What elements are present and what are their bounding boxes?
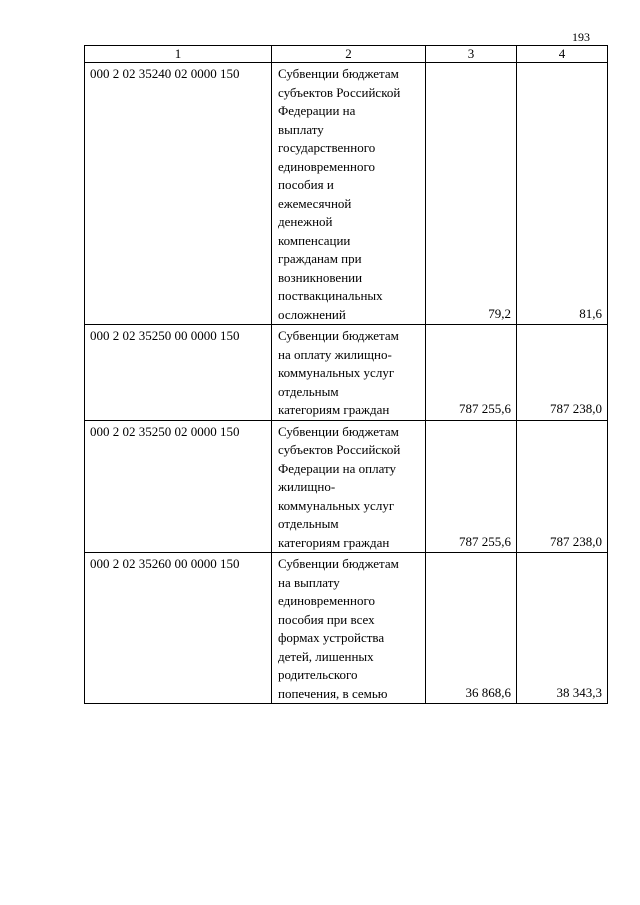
description-line: формах устройства — [278, 630, 385, 645]
budget-table — [84, 45, 608, 704]
description-line: поствакцинальных — [278, 288, 383, 303]
description-line: отдельным — [278, 383, 339, 399]
amount-col3-cell: 79,2 — [426, 63, 517, 325]
amount-col4-cell: 81,6 — [517, 63, 608, 325]
description-line: на выплату — [278, 574, 340, 590]
description-line: субъектов Российской — [278, 84, 401, 100]
description-line: коммунальных услуг — [278, 497, 395, 513]
amount-col3-cell: 36 868,6 — [426, 553, 517, 704]
budget-code-cell: 000 2 02 35260 00 0000 150 — [85, 553, 272, 704]
description-line: единовременного — [278, 593, 375, 608]
description-line: Субвенции бюджетам — [278, 423, 399, 439]
description-line: пособия и — [278, 177, 334, 192]
description-line: осложнений — [278, 306, 346, 322]
description-cell — [272, 420, 426, 553]
budget-code-cell: 000 2 02 35250 02 0000 150 — [85, 420, 272, 553]
header-cell-1: 1 — [85, 46, 272, 63]
amount-col3-cell: 787 255,6 — [426, 420, 517, 553]
table-row — [85, 420, 608, 553]
amount-col4-cell: 787 238,0 — [517, 325, 608, 421]
description-line: категориям граждан — [278, 402, 390, 417]
budget-code-cell: 000 2 02 35240 02 0000 150 — [85, 63, 272, 325]
description-line: государственного — [278, 140, 376, 155]
description-line: возникновении — [278, 269, 363, 285]
description-line: жилищно- — [278, 479, 336, 494]
budget-code-cell: 000 2 02 35250 00 0000 150 — [85, 325, 272, 421]
description-line: единовременного — [278, 158, 375, 174]
description-line: родительского — [278, 667, 358, 682]
description-line: ежемесячной — [278, 195, 352, 211]
description-line: выплату — [278, 121, 324, 137]
description-line: гражданам при — [278, 251, 362, 266]
description-cell — [272, 553, 426, 704]
description-line: пособия при всех — [278, 611, 375, 627]
amount-col4-cell: 38 343,3 — [517, 553, 608, 704]
description-line: Федерации на оплату — [278, 460, 397, 476]
description-line: отдельным — [278, 516, 339, 531]
description-line: коммунальных услуг — [278, 365, 395, 380]
header-cell-3: 3 — [426, 46, 517, 63]
page-number: 193 — [572, 30, 590, 44]
description-line: компенсации — [278, 232, 351, 248]
description-line: Субвенции бюджетам — [278, 66, 399, 81]
amount-col3-cell: 787 255,6 — [426, 325, 517, 421]
header-cell-2: 2 — [272, 46, 426, 63]
description-line: категориям граждан — [278, 534, 390, 550]
description-line: на оплату жилищно- — [278, 346, 392, 362]
table-body — [85, 63, 608, 704]
description-line: детей, лишенных — [278, 648, 374, 664]
description-line: Субвенции бюджетам — [278, 328, 399, 343]
description-line: Федерации на — [278, 103, 356, 118]
header-cell-4: 4 — [517, 46, 608, 63]
table-row — [85, 325, 608, 421]
table-row — [85, 63, 608, 325]
description-line: субъектов Российской — [278, 442, 401, 457]
description-cell — [272, 63, 426, 325]
header-row — [85, 46, 608, 63]
table-row — [85, 553, 608, 704]
amount-col4-cell: 787 238,0 — [517, 420, 608, 553]
description-cell — [272, 325, 426, 421]
description-line: попечения, в семью — [278, 685, 388, 701]
description-line: Субвенции бюджетам — [278, 556, 399, 571]
description-line: денежной — [278, 214, 333, 229]
